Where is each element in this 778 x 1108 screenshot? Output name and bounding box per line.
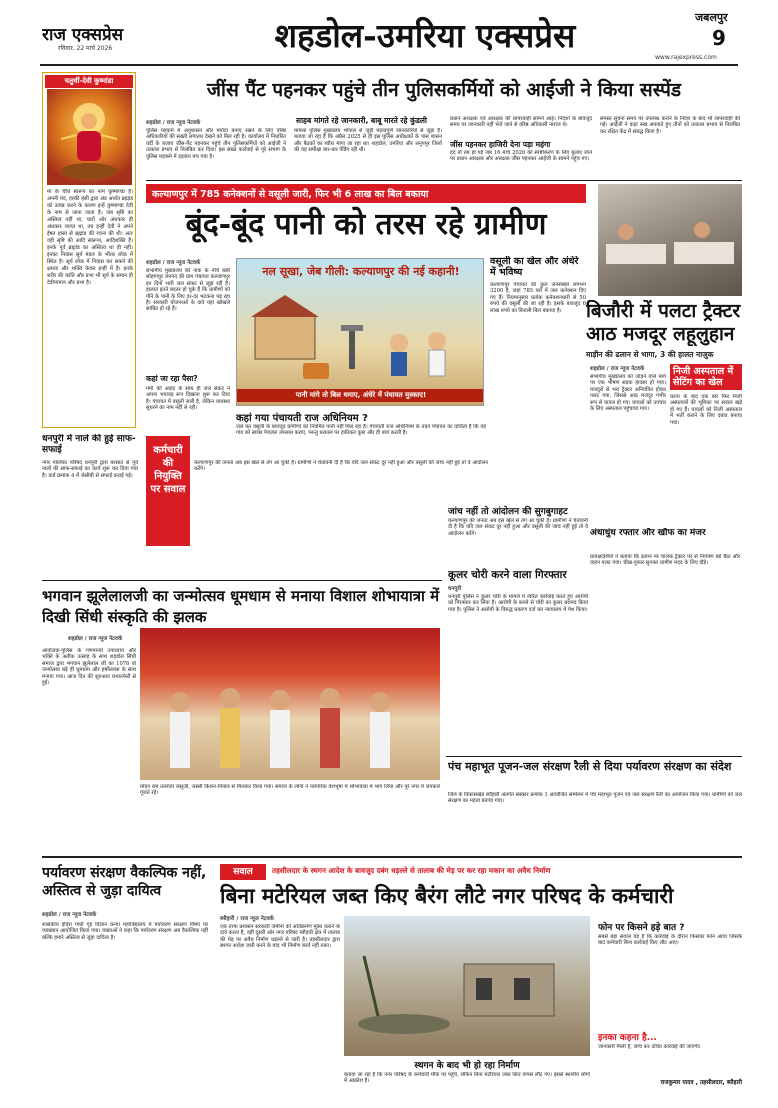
water-cartoon	[236, 258, 484, 406]
water-body2: गर्मी की आहट के साथ ही जल संकट ने अपना भयावह रूप दिखाना शुरू कर दिया है। पंचायत में वसूली जारी है, लेकिन व्यवस्था सुधरने का नाम नहीं ले रही।	[146, 386, 230, 412]
cartoon-scene-icon	[237, 259, 484, 406]
water-inquiry-head: जांच नहीं तो आंदोलन की सुगबुगाहट	[448, 507, 568, 517]
devi-text: मां के चौथे स्वरूप का नाम कुष्माण्डा है। अपनी मंद, हल्की हंसी द्वारा अंड अर्थात ब्रह्मांड को उत्पन्न करने के कारण इन्हें कुष्माण्डा देवी के नाम से जाना जाता है। जब सृष्टि का अस्तित्व नहीं था, चारों ओर अंधकार ही अंधकार व्याप्त था, तब इन्हीं देवी ने अपने ईषत हास्य से ब्रह्मांड की रचना की थी। अतः यही सृष्टि की आदि स्वरूपा, आदिशक्ति हैं। इनके पूर्व ब्रह्मांड का अस्तित्व था ही नहीं। इनका निवास सूर्य मंडल के भीतर लोक में स्थित है। सूर्य लोक में निवास कर सकने की क्षमता और शक्ति केवल इन्हीं में है। इनके शरीर की कांति और प्रभा भी सूर्य के समान ही देदीप्यमान और प्रभा है।	[47, 189, 133, 286]
top-story-col4: समस्त सूचना समय पर उपलब्ध कराने के निर्देश के बाद भी लापरवाही की गई। आईजी ने कड़ा रुख अपनाते हुए तीनों को तत्काल प्रभाव से निलंबित कर रक्षित केंद्र में संबद्ध किया है।	[600, 116, 740, 135]
employee-box	[146, 436, 190, 546]
top-story-subhead1: साहब मांगते रहे जानकारी, बाबू मारते रहे कुंडली	[296, 116, 427, 125]
sindhi-caption-text: मोहन राम तलरेजा जसूजी, जस्सी किशन-नियाल से मिलकर किया गया। समाज के लोगों ने पारंपरिक वेशभूषा में शोभायात्रा में भाग लिया और पूरे नगर में जयकारे गूंजते रहे।	[140, 784, 440, 797]
water-body: संभागीय मुख्यालय की नाक के नीचे बसी सोहागपुर जनपद की ग्राम पंचायत कल्याणपुर इन दिनों भारी जल संकट से जूझ रही है। हालात इतने बदतर हो चुके हैं कि ग्रामीणों को पीने के पानी के लिए दर-दर भटकना पड़ रहा है। सरकारी योजनाओं के दावे यहां खोखले साबित हो रहे हैं।	[146, 268, 230, 313]
bijuri-headline: बिजौरी में पलटा ट्रैक्टर आठ मजदूर लहूलुहान	[586, 300, 741, 345]
theft-headline: कूलर चोरी करने वाला गिरफ्तार	[448, 569, 567, 581]
bottom-kicker: तहसीलदार के स्थगन आदेश के बावजूद दबंग धड़ल्ले से तालाब की मेड़ पर कर रहा मकान का अवैध निर्माण	[272, 866, 551, 875]
bijuri-subhead: माड़ीन की ढलान से भागा, 3 की हालत नाज़ुक	[586, 350, 714, 359]
masthead-page-number: 9	[712, 26, 726, 50]
quote-head: इनका कहना है...	[598, 1033, 657, 1043]
quote-author: राजकुमार यादव , तहसीलदार, ब्यौहारी	[660, 1080, 742, 1086]
masthead	[0, 0, 778, 62]
water-kicker-text: कल्याणपुर में 785 कनेक्शनों से वसूली जारी, फिर भी 6 लाख का बिल बकाया	[152, 189, 429, 200]
panch-rule	[446, 756, 742, 757]
bottom-tag	[220, 864, 266, 880]
accident-photo	[598, 184, 742, 296]
environment-body: शासकीय इंदिरा गांधी गृह विज्ञान कन्या महाविद्यालय में पर्यावरण संरक्षण विषय पर व्याख्यान आयोजित किया गया। वक्ताओं ने कहा कि पर्यावरण संरक्षण अब वैकल्पिक नहीं बल्कि हमारे अस्तित्व से जुड़ा दायित्व है।	[42, 922, 208, 941]
bottom-tag-text: सवाल	[233, 867, 253, 877]
bijuri-body: संभागीय मुख्यालय को जोड़ने वाले मार्ग पर एक भीषण सड़क हादसा हो गया। मजदूरों से भरा ट्रैक्टर अनियंत्रित होकर पलट गया, जिससे आठ मजदूर गंभीर रूप से घायल हो गए। घायलों को उपचार के लिए अस्पताल पहुंचाया गया।	[590, 374, 666, 413]
devi-box	[42, 72, 136, 428]
bottom-headline: बिना मटेरियल जब्त किए बैरंग लौटे नगर परिषद के कर्मचारी	[220, 884, 674, 908]
environment-headline: पर्यावरण संरक्षण वैकल्पिक नहीं, अस्तित्व से जुड़ा दायित्व	[42, 865, 207, 899]
water-inquiry-text: कल्याणपुर की जनता अब इस खेल से तंग आ चुकी है। ग्रामीणों ने चेतावनी दी है कि यदि जल संकट दूर नहीं हुआ और वसूली की जांच नहीं हुई तो वे आंदोलन करेंगे।	[448, 518, 588, 537]
drain-body: नगर पालिका परिषद धनपुरी द्वारा बरसात से पूर्व नालों की साफ-सफाई का कार्य शुरू कर दिया गया है। वार्ड क्रमांक 4 में जेसीबी से सफाई कराई गई।	[42, 460, 138, 479]
bottom-caption: स्थगन के बाद भी हो रहा निर्माण	[414, 1061, 520, 1071]
masthead-rule	[40, 64, 738, 66]
sindhi-headline: भगवान झूलेलालजी का जन्मोत्सव धूमधाम से मनाया विशाल शोभायात्रा में दिखी सिंधी संस्कृति की झलक	[42, 587, 440, 626]
quote-text: जानकारी मिली है, जांच कर उचित कार्रवाई की जाएगी।	[598, 1044, 701, 1050]
top-story-col2: मामला पुलिस मुख्यालय भोपाल से जुड़ी महत्वपूर्ण जानकारियों से जुड़ा है। बताया जा रहा है कि अप्रैल 2025 से ही इस पुलिस अधीक्षकों के पास शासन और बैठकों का ब्यौरा मांगा जा रहा था। शहडोल, उमरिया और अनूपपुर जिलों की यह समीक्षा बार-बार पेंडिंग रही थी।	[294, 128, 442, 154]
theft-byline: धनपुरी	[448, 586, 462, 592]
panch-headline: पंच महाभूत पूजन-जल संरक्षण रैली से दिया पर्यावरण संरक्षण का संदेश	[448, 760, 732, 773]
masthead-left-title: राज एक्सप्रेस	[42, 25, 124, 45]
cartoon-title: नल सूखा, जेब गीली: कल्याणपुर की नई कहानी!	[262, 265, 460, 278]
theft-body: धनपुरी पुलिस ने कूलर चोरी के मामले में त्वरित कार्रवाई करते हुए आरोपी को गिरफ्तार कर लिया है। आरोपी के कब्जे से चोरी का कूलर बरामद किया गया है। पुलिस ने आरोपी के विरुद्ध प्रकरण दर्ज कर न्यायालय में पेश किया।	[448, 594, 588, 613]
devi-image	[47, 89, 132, 185]
sindhi-body: आयोजक-पुलिस के गणमान्यों उपाध्याय और भक्ति के अतीक उत्साह के साथ शहडोल सिंधी समाज द्वारा भगवान झूलेलाल जी का 1076 वां जन्मोत्सव बड़े ही धूमधाम और हर्षोल्लास के साथ मनाया गया। आज दिन की शुरुआत प्रभातफेरी से हुई।	[42, 648, 136, 687]
top-story-byline: शहडोल / राज न्यूज नेटवर्क	[146, 120, 201, 126]
water-headline: बूंद-बूंद पानी को तरस रहे ग्रामीण	[185, 207, 547, 242]
bijuri-side-box	[670, 364, 742, 390]
top-story-col1: पुलिस महकमे में अनुशासन और मर्यादा बनाए रखने के लिए वरिष्ठ अधिकारियों की सख्ती लगातार देखने को मिल रही है। कार्यालय में निर्धारित वर्दी के बजाय जींस-पैंट पहनकर पहुंचे तीन पुलिसकर्मियों को आईजी ने तत्काल प्रभाव से निलंबित कर दिया। इस सख्त कार्रवाई से पूरे संभाग के पुलिस महकमे में हड़कंप मच गया है।	[146, 128, 286, 160]
phone-text: सबसे बड़ा सवाल यह है कि कार्रवाई के दौरान किसका फोन आया जिसके बाद कर्मचारी बिना कार्रवाई किए लौट आए।	[598, 934, 742, 947]
top-story-headline: जींस पैंट पहनकर पहुंचे तीन पुलिसकर्मियों को आईजी ने किया सस्पेंड	[206, 79, 682, 101]
bottom-byline: ब्यौहारी / राज न्यूज नेटवर्क	[220, 916, 274, 922]
water-subhead1: कहां जा रहा पैसा?	[146, 374, 198, 383]
bijuri-fear-text: प्रत्यक्षदर्शियों ने बताया कि ढलान पर चालक ट्रैक्टर पर से नियंत्रण खो बैठा और वाहन पलट गया। चीख-पुकार सुनकर ग्रामीण मदद के लिए दौड़े।	[590, 554, 740, 567]
masthead-website: www.rajexpress.com	[655, 54, 717, 61]
bottom-body: एक तरफ प्रशासन सरकारी जमीनों को अतिक्रमण मुक्त कराने के दावे करता है, वहीं दूसरी ओर नगर परिषद ब्यौहारी क्षेत्र में तालाब की मेड़ पर अवैध निर्माण धड़ल्ले से जारी है। तहसीलदार द्वारा स्थगन आदेश जारी करने के बाद भी निर्माण कार्य नहीं रुका।	[220, 924, 340, 950]
top-story-col3: प्रधान आरक्षक एवं आरक्षक की लापरवाही सामने आई। निर्देशों के बावजूद समय पर जानकारी नहीं भेजे जाने से वरिष्ठ अधिकारी नाराज थे।	[450, 116, 592, 129]
bijuri-side-text: घटना के बाद एक बार फिर निजी अस्पतालों की भूमिका पर सवाल खड़े हो गए हैं। घायलों को निजी अस्पताल में भर्ती कराने के लिए दबाव बनाया गया।	[670, 394, 742, 426]
bijuri-fear-head: अंधाधुंध रफ्तार और खौफ का मंजर	[590, 528, 706, 538]
top-story-rule	[146, 180, 742, 181]
construction-site-icon	[344, 916, 590, 1056]
water-kicker	[146, 184, 586, 203]
water-subhead2: कहां गया पंचायती राज अधिनियम ?	[236, 413, 368, 424]
masthead-date: रविवार, 22 मार्च 2026	[58, 45, 113, 52]
drain-headline: धनपुरी में नाले की हुई साफ-सफाई	[42, 434, 136, 455]
goddess-illustration-icon	[47, 89, 132, 185]
environment-byline: शहडोल / राज न्यूज नेटवर्क	[42, 912, 97, 918]
procession-group-icon	[140, 628, 440, 780]
environment-rule	[42, 856, 742, 858]
water-sidebox-text: कल्याणपुर पंचायत की कुल जनसंख्या लगभग 3200 है, जहां 785 घरों में जल कनेक्शन दिए गए हैं। नियमानुसार प्रत्येक कनेक्शनधारी से 50 रुपये की वसूली की जा रही है। इसके बावजूद 6 लाख रुपये का बिजली बिल बकाया है।	[490, 282, 586, 314]
top-story-subhead2: जींस पहनकर हाजिरी देना पड़ा महंगा	[450, 140, 551, 149]
bottom-photo	[344, 916, 590, 1056]
employee-label: कर्मचारी की नियुक्ति पर सवाल	[150, 445, 186, 495]
masthead-center-title: शहडोल-उमरिया एक्सप्रेस	[274, 16, 576, 55]
masthead-city: जबलपुर	[695, 11, 728, 24]
water-byline: शहडोल / राज न्यूज नेटवर्क	[146, 260, 201, 266]
water-sidebox-title: वसूली का खेल और अंधेरे में भविष्य	[490, 256, 579, 278]
water-employee-text: कल्याणपुर की जनता अब इस खेल से तंग आ चुकी है। ग्रामीणों ने चेतावनी दी है कि यदि जल संकट दूर नहीं हुआ और वसूली की जांच नहीं हुई तो वे आंदोलन करेंगे।	[194, 460, 488, 473]
sindhi-rule	[42, 580, 442, 581]
phone-head: फोन पर किसने हड़े बात ?	[598, 923, 685, 933]
water-body3: जल कर वसूली के बावजूद ग्रामीणों को नियमित पानी नहीं मिल रहा है। पंचायती राज अधिनियम के तहत पंचायत का दायित्व है कि वह गांव को स्वच्छ पेयजल उपलब्ध कराए, परन्तु धरातल पर हकीकत कुछ और ही बयां करती है।	[236, 424, 486, 437]
sindhi-photo	[140, 628, 440, 780]
sindhi-byline: शहडोल / राज न्यूज नेटवर्क	[68, 636, 123, 642]
cartoon-caption: पानी मांगे तो बिल थमाए, अंधेरे में पंचायत मुस्काए!	[237, 389, 484, 402]
bottom-body2: बताया जा रहा है कि नगर परिषद के कर्मचारी मौके पर पहुंचे, लेकिन बिना मटेरियल जब्त किए वापस लौट गए। इससे स्थानीय लोगों में आक्रोश है।	[344, 1072, 590, 1085]
hospital-scene-icon	[598, 184, 742, 296]
top-story-col3b: हद तो तब हो गई जब 16 मार्च 2026 को स्पष्टीकरण के लिए बुलाए जाने पर प्रधान आरक्षक और आरक्षक जींस पहनकर आईजी के सामने पहुंच गए।	[450, 150, 592, 163]
devi-heading: चतुर्थी-देवी कुष्मांडा	[45, 75, 133, 88]
bijuri-side-head: निजी अस्पताल में सेटिंग का खेल	[673, 366, 734, 388]
panch-body: जिले के विकासखंड ब्यौहारी अंतर्गत संस्कार क्रमांक 1 आयोजित सम्मेलन में पंच महाभूत पूजन एवं जल संरक्षण रैली का आयोजन किया गया। ग्रामीणों को जल संरक्षण का महत्व बताया गया।	[448, 792, 742, 805]
bijuri-byline: शहडोल / राज न्यूज नेटवर्क	[590, 366, 645, 372]
